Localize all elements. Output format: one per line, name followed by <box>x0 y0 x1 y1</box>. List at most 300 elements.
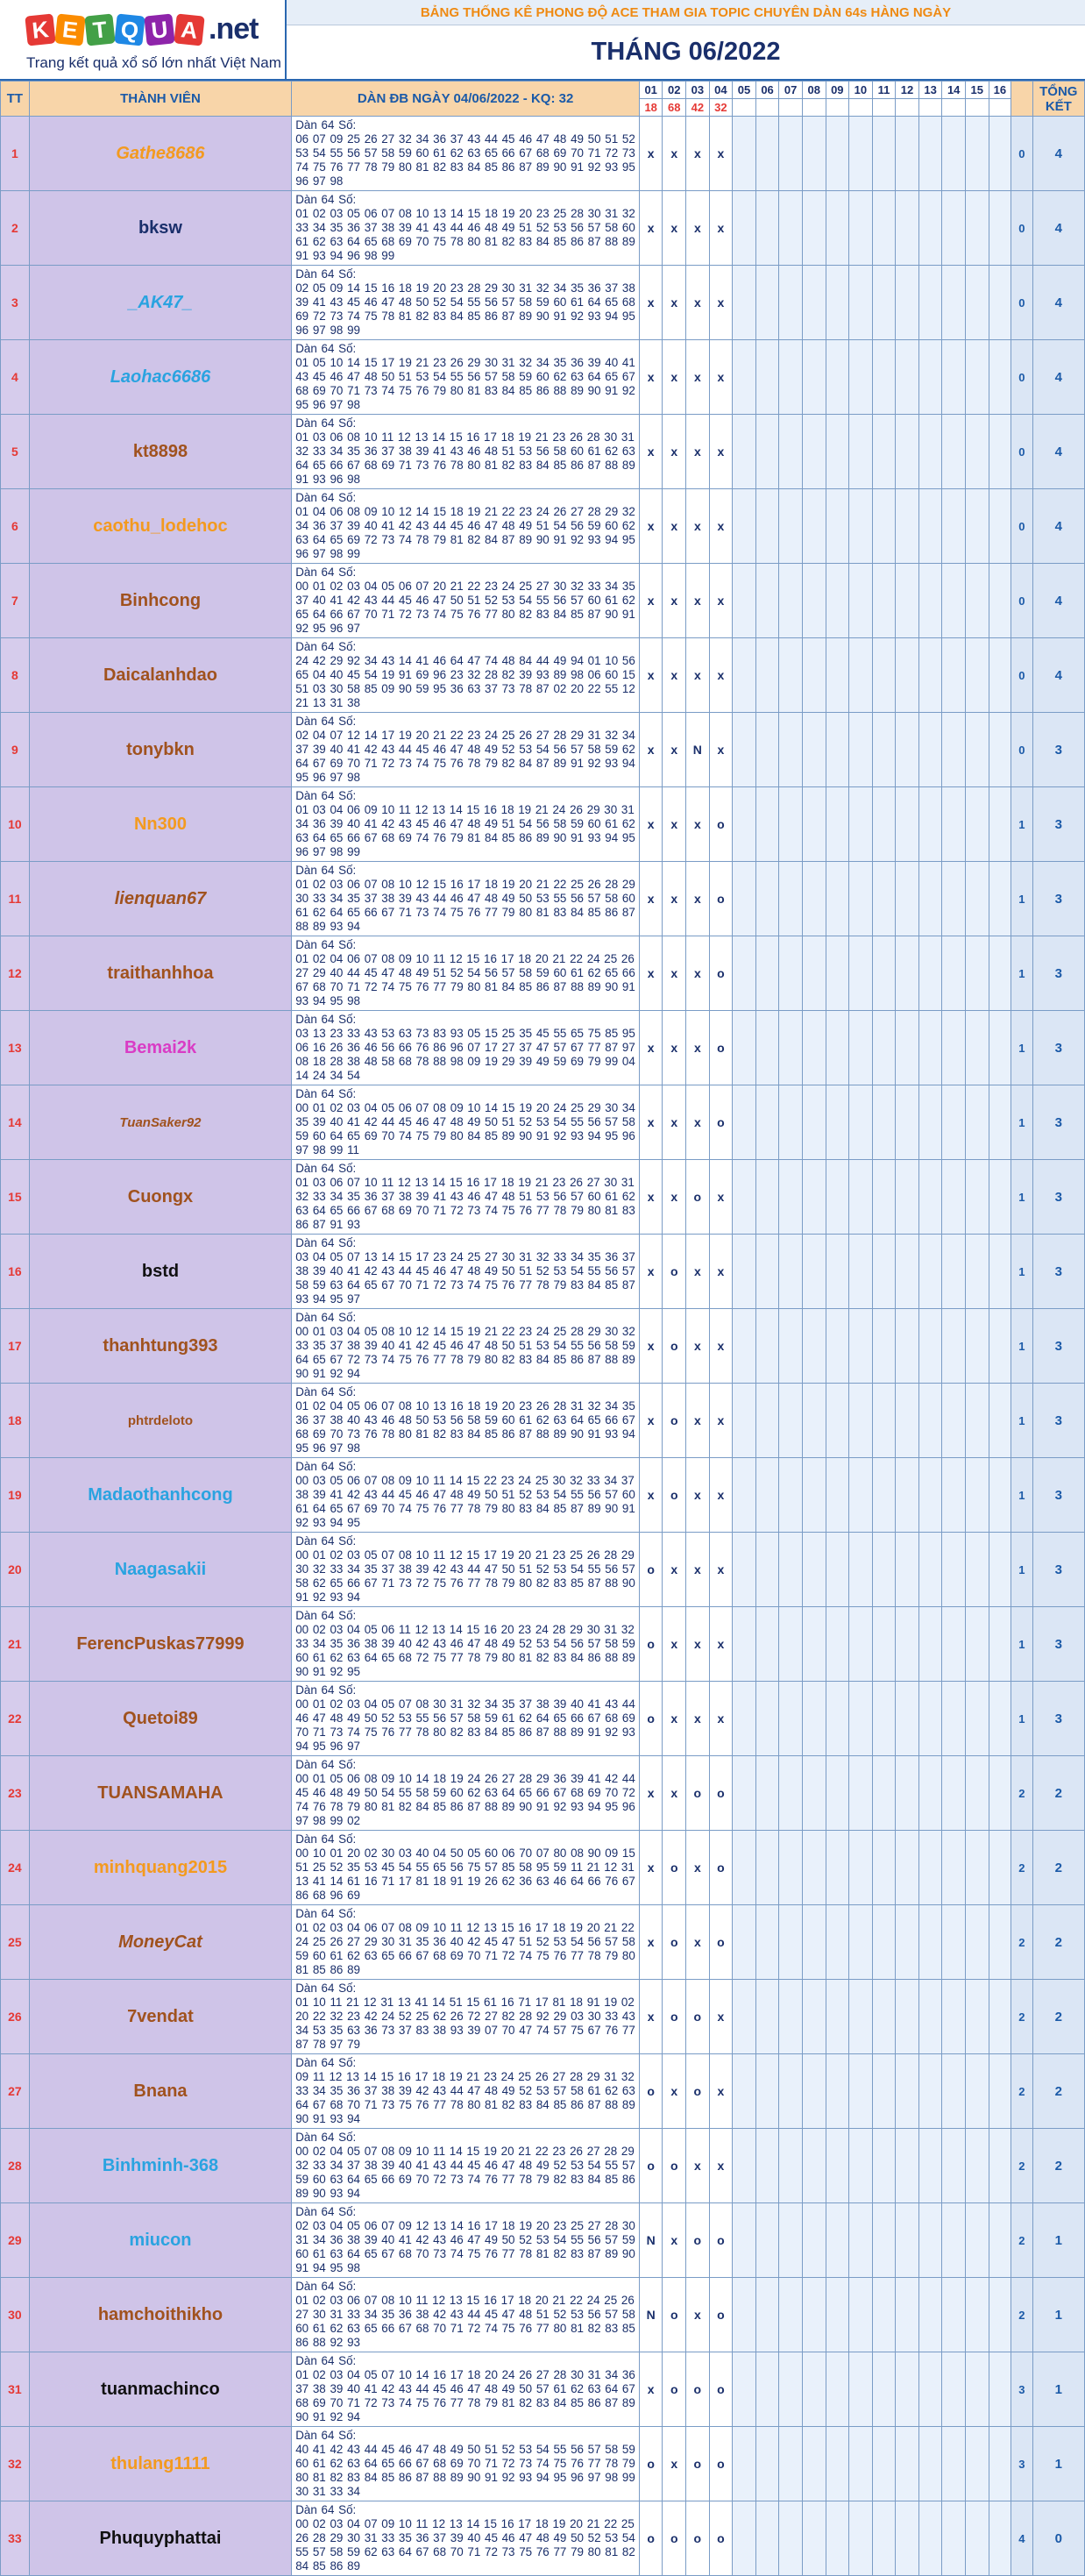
empty-day-cell <box>733 936 756 1011</box>
empty-day-cell <box>918 1085 942 1160</box>
empty-day-cell <box>826 266 849 340</box>
empty-day-cell <box>965 1831 989 1905</box>
day-result-mark: x <box>709 1980 733 2054</box>
empty-day-cell <box>779 1085 803 1160</box>
empty-day-cell <box>965 1160 989 1235</box>
empty-day-cell <box>755 1011 779 1085</box>
empty-day-cell <box>826 2054 849 2129</box>
empty-day-cell <box>965 2427 989 2501</box>
day-result-mark: o <box>639 2427 663 2501</box>
empty-day-cell <box>989 340 1011 415</box>
member-name[interactable]: Laohac6686 <box>29 340 292 415</box>
win-count: 2 <box>1011 2129 1033 2203</box>
empty-day-cell <box>989 1458 1011 1533</box>
day-result-mark: o <box>663 2501 686 2576</box>
empty-day-cell <box>965 1458 989 1533</box>
empty-day-cell <box>965 564 989 638</box>
member-name[interactable]: thanhtung393 <box>29 1309 292 1384</box>
empty-day-cell <box>826 2427 849 2501</box>
empty-day-cell <box>942 1011 966 1085</box>
empty-day-cell <box>802 1384 826 1458</box>
win-count: 1 <box>1011 1011 1033 1085</box>
empty-day-cell <box>942 266 966 340</box>
day-result-mark: o <box>639 2129 663 2203</box>
number-set-values: 00 02 04 05 07 08 09 10 11 14 15 19 20 21 22 23 26 27 28 29 32 33 34 37 38 39 40 41 43 44 45 46 47 48 49 52 53 54 55 57 59 60 63 64 65 66 69 70 72 73 74 76 77 78 79 82 83 84 85 86 89 90 93 94 <box>295 2145 635 2200</box>
member-name[interactable]: kt8898 <box>29 415 292 489</box>
win-count: 2 <box>1011 1905 1033 1980</box>
member-name[interactable]: Naagasakii <box>29 1533 292 1607</box>
empty-day-cell <box>989 638 1011 713</box>
member-name[interactable]: thulang1111 <box>29 2427 292 2501</box>
number-set-values: 01 03 06 08 10 11 12 13 14 15 16 17 18 19 21 23 26 28 30 31 32 33 34 35 36 37 38 39 41 43 46 48 51 53 56 58 60 61 62 63 64 65 66 67 68 69 71 73 76 78 80 81 82 83 84 85 86 87 88 89 91 93 96 98 <box>295 431 635 486</box>
number-set <box>292 117 640 191</box>
empty-day-cell <box>896 1756 919 1831</box>
number-set-values: 01 02 03 04 05 07 10 14 16 17 18 20 24 26 27 28 30 31 34 36 37 38 39 40 41 42 43 44 45 46 47 48 49 50 57 61 62 63 64 67 68 69 70 71 72 73 74 75 76 77 78 79 81 82 83 84 85 86 87 89 90 91 92 94 <box>295 2368 635 2423</box>
row-index: 30 <box>1 2278 30 2352</box>
table-row <box>1 936 1085 1011</box>
number-set-label: Dàn 64 Số: <box>295 2205 357 2218</box>
day-result-mark: o <box>709 2501 733 2576</box>
empty-day-cell <box>802 266 826 340</box>
empty-day-cell <box>896 266 919 340</box>
empty-day-cell <box>989 2352 1011 2427</box>
table-body <box>1 117 1085 2576</box>
member-name[interactable]: Gathe8686 <box>29 117 292 191</box>
empty-day-cell <box>942 117 966 191</box>
table-row <box>1 1011 1085 1085</box>
empty-day-cell <box>965 2278 989 2352</box>
row-index: 23 <box>1 1756 30 1831</box>
number-set-label: Dàn 64 Số: <box>295 1534 357 1548</box>
day-result-mark: x <box>709 1458 733 1533</box>
member-name[interactable]: MoneyCat <box>29 1905 292 1980</box>
member-name[interactable]: phtrdeloto <box>29 1384 292 1458</box>
day-result-mark: o <box>709 2278 733 2352</box>
day-result-mark: o <box>709 2427 733 2501</box>
empty-day-cell <box>755 1533 779 1607</box>
table-row <box>1 2352 1085 2427</box>
empty-day-cell <box>733 1980 756 2054</box>
empty-day-cell <box>755 2427 779 2501</box>
number-set <box>292 266 640 340</box>
logo-letter: Q <box>114 13 145 46</box>
empty-day-cell <box>733 415 756 489</box>
empty-day-cell <box>779 2501 803 2576</box>
empty-day-cell <box>965 713 989 787</box>
empty-day-cell <box>989 1235 1011 1309</box>
day-result-mark: o <box>686 2427 710 2501</box>
empty-day-cell <box>779 638 803 713</box>
empty-day-cell <box>826 787 849 862</box>
empty-day-cell <box>918 1533 942 1607</box>
empty-day-cell <box>733 1384 756 1458</box>
win-count: 2 <box>1011 1980 1033 2054</box>
day-result-mark: x <box>663 787 686 862</box>
table-row <box>1 1980 1085 2054</box>
empty-day-cell <box>872 415 896 489</box>
empty-day-cell <box>849 1458 873 1533</box>
total-score: 3 <box>1032 1235 1084 1309</box>
stats-table <box>0 81 1085 2576</box>
total-score: 4 <box>1032 489 1084 564</box>
empty-day-cell <box>779 1235 803 1309</box>
day-result-mark: x <box>686 1533 710 1607</box>
empty-day-cell <box>733 1011 756 1085</box>
number-set <box>292 2129 640 2203</box>
result-number: 32 <box>709 99 733 117</box>
column-header-day: 02 <box>663 82 686 99</box>
empty-day-cell <box>965 1085 989 1160</box>
day-result-mark: x <box>709 1309 733 1384</box>
member-name[interactable]: TUANSAMAHA <box>29 1756 292 1831</box>
empty-day-cell <box>779 1831 803 1905</box>
table-row <box>1 638 1085 713</box>
day-result-mark: x <box>639 564 663 638</box>
total-score: 4 <box>1032 638 1084 713</box>
number-set <box>292 638 640 713</box>
empty-day-cell <box>826 1458 849 1533</box>
empty-day-cell <box>965 1384 989 1458</box>
row-index: 25 <box>1 1905 30 1980</box>
empty-day-cell <box>779 1682 803 1756</box>
total-score: 1 <box>1032 2278 1084 2352</box>
day-result-mark: x <box>709 713 733 787</box>
member-name[interactable]: Bnana <box>29 2054 292 2129</box>
number-set <box>292 787 640 862</box>
empty-day-cell <box>733 787 756 862</box>
empty-day-cell <box>965 1011 989 1085</box>
day-result-mark: x <box>639 936 663 1011</box>
empty-day-cell <box>896 1458 919 1533</box>
empty-day-cell <box>918 489 942 564</box>
day-result-mark: x <box>639 1011 663 1085</box>
empty-day-cell <box>989 1085 1011 1160</box>
day-result-mark: x <box>663 1533 686 1607</box>
empty-day-cell <box>779 340 803 415</box>
member-name[interactable]: FerencPuskas77999 <box>29 1607 292 1682</box>
empty-day-cell <box>989 2054 1011 2129</box>
empty-day-cell <box>733 1458 756 1533</box>
number-set-values: 00 01 02 03 04 05 06 07 08 09 10 14 15 19 20 24 25 29 30 34 35 39 40 41 42 44 45 46 47 48 49 50 51 52 53 54 55 56 57 58 59 60 64 65 69 70 74 75 79 80 84 85 89 90 91 92 93 94 95 96 97 98 99 11 <box>295 1101 635 1156</box>
empty-day-cell <box>779 2054 803 2129</box>
day-result-mark: o <box>639 1607 663 1682</box>
empty-day-cell <box>918 2501 942 2576</box>
empty-day-cell <box>918 1384 942 1458</box>
column-header-day: 14 <box>942 82 966 99</box>
member-name[interactable]: miucon <box>29 2203 292 2278</box>
day-result-mark: x <box>686 266 710 340</box>
row-index: 21 <box>1 1607 30 1682</box>
empty-day-cell <box>965 2352 989 2427</box>
win-count: 1 <box>1011 1309 1033 1384</box>
member-name[interactable]: traithanhhoa <box>29 936 292 1011</box>
empty-day-cell <box>942 713 966 787</box>
empty-day-cell <box>896 117 919 191</box>
day-result-mark: o <box>709 1905 733 1980</box>
number-set-label: Dàn 64 Số: <box>295 267 357 281</box>
empty-day-cell <box>896 1309 919 1384</box>
empty-day-cell <box>965 1756 989 1831</box>
empty-day-cell <box>918 713 942 787</box>
empty-day-cell <box>802 936 826 1011</box>
number-set-values: 00 01 02 03 04 05 07 08 30 31 32 34 35 37 38 39 40 41 43 44 46 47 48 49 50 52 53 55 56 57 58 59 61 62 64 65 66 67 68 69 70 71 73 74 75 76 77 78 80 82 83 84 85 86 87 88 89 91 92 93 94 95 96 97 <box>295 1697 635 1753</box>
member-name[interactable]: bksw <box>29 191 292 266</box>
empty-day-cell <box>872 713 896 787</box>
empty-day-cell <box>802 638 826 713</box>
day-result-mark: x <box>639 1235 663 1309</box>
day-result-mark: x <box>639 1384 663 1458</box>
member-name[interactable]: Binhcong <box>29 564 292 638</box>
empty-day-cell <box>965 2129 989 2203</box>
row-index: 24 <box>1 1831 30 1905</box>
empty-day-cell <box>965 191 989 266</box>
empty-day-cell <box>802 1085 826 1160</box>
empty-day-cell <box>849 2501 873 2576</box>
member-name[interactable]: caothu_lodehoc <box>29 489 292 564</box>
total-score: 3 <box>1032 1682 1084 1756</box>
number-set-values: 01 02 03 06 07 08 10 12 15 16 17 18 19 20 21 22 25 26 28 29 30 33 34 35 37 38 39 43 44 46 47 48 49 50 53 55 56 57 58 60 61 62 64 65 66 67 71 73 74 75 76 77 79 80 81 83 84 85 86 87 88 89 93 94 <box>295 878 635 933</box>
empty-day-cell <box>872 1235 896 1309</box>
member-name[interactable]: minhquang2015 <box>29 1831 292 1905</box>
day-result-mark: o <box>663 1458 686 1533</box>
member-name[interactable]: lienquan67 <box>29 862 292 936</box>
table-row <box>1 1533 1085 1607</box>
number-set-values: 01 02 03 04 06 07 08 09 10 11 12 13 15 16 17 18 19 20 21 22 24 25 26 27 29 30 31 35 36 40 42 45 47 51 52 53 54 56 57 58 59 60 61 62 63 65 66 67 68 69 70 71 72 74 75 76 77 78 79 80 81 85 86 89 <box>295 1921 635 1976</box>
empty-day-cell <box>733 1607 756 1682</box>
member-name[interactable]: Nn300 <box>29 787 292 862</box>
member-name[interactable]: Daicalanhdao <box>29 638 292 713</box>
empty-day-cell <box>849 2129 873 2203</box>
table-row <box>1 340 1085 415</box>
member-name[interactable]: Bemai2k <box>29 1011 292 1085</box>
empty-day-cell <box>872 1011 896 1085</box>
empty-day-cell <box>989 191 1011 266</box>
empty-day-cell <box>779 191 803 266</box>
empty-day-cell <box>989 564 1011 638</box>
number-set-label: Dàn 64 Số: <box>295 1758 357 1771</box>
empty-day-cell <box>755 1607 779 1682</box>
empty-day-cell <box>896 936 919 1011</box>
day-result-mark: x <box>663 1085 686 1160</box>
empty-day-cell <box>755 1458 779 1533</box>
number-set-label: Dàn 64 Số: <box>295 1236 357 1249</box>
number-set <box>292 1682 640 1756</box>
row-index: 14 <box>1 1085 30 1160</box>
total-score: 2 <box>1032 1905 1084 1980</box>
empty-day-cell <box>849 1980 873 2054</box>
table-row <box>1 713 1085 787</box>
day-result-mark: x <box>709 1160 733 1235</box>
empty-day-cell <box>896 1384 919 1458</box>
logo-letter: E <box>54 13 85 46</box>
win-count: 1 <box>1011 1085 1033 1160</box>
day-result-mark: x <box>639 638 663 713</box>
empty-day-cell <box>942 564 966 638</box>
empty-day-cell <box>896 638 919 713</box>
empty-day-cell <box>826 1011 849 1085</box>
number-set <box>292 1831 640 1905</box>
empty-day-cell <box>849 1607 873 1682</box>
empty-day-cell <box>733 862 756 936</box>
member-name[interactable]: Quetoi89 <box>29 1682 292 1756</box>
empty-day-cell <box>942 1905 966 1980</box>
member-name[interactable]: Phuquyphattai <box>29 2501 292 2576</box>
empty-day-cell <box>942 2129 966 2203</box>
empty-day-cell <box>918 415 942 489</box>
number-set <box>292 2054 640 2129</box>
member-name[interactable]: hamchoithikho <box>29 2278 292 2352</box>
site-logo[interactable] <box>0 0 287 79</box>
empty-day-cell <box>755 1384 779 1458</box>
number-set-label: Dàn 64 Số: <box>295 1087 357 1100</box>
day-result-mark: x <box>686 117 710 191</box>
empty-day-cell <box>849 787 873 862</box>
empty-day-cell <box>779 1607 803 1682</box>
day-result-mark: x <box>639 1905 663 1980</box>
empty-day-cell <box>965 1980 989 2054</box>
empty-day-cell <box>872 1980 896 2054</box>
empty-day-cell <box>755 862 779 936</box>
empty-day-cell <box>849 266 873 340</box>
empty-day-cell <box>779 2129 803 2203</box>
result-number <box>896 99 919 117</box>
number-set-label: Dàn 64 Số: <box>295 1385 357 1398</box>
member-name[interactable]: tuanmachinco <box>29 2352 292 2427</box>
empty-day-cell <box>942 1607 966 1682</box>
number-set-label: Dàn 64 Số: <box>295 342 357 355</box>
row-index: 15 <box>1 1160 30 1235</box>
empty-day-cell <box>826 1160 849 1235</box>
result-number: 68 <box>663 99 686 117</box>
empty-day-cell <box>849 2278 873 2352</box>
day-result-mark: x <box>686 1831 710 1905</box>
empty-day-cell <box>733 1533 756 1607</box>
empty-day-cell <box>802 1011 826 1085</box>
empty-day-cell <box>802 713 826 787</box>
empty-day-cell <box>965 489 989 564</box>
member-name[interactable]: tonybkn <box>29 713 292 787</box>
empty-day-cell <box>918 1607 942 1682</box>
result-number <box>826 99 849 117</box>
empty-day-cell <box>849 1011 873 1085</box>
empty-day-cell <box>755 713 779 787</box>
empty-day-cell <box>755 638 779 713</box>
number-set-values: 06 07 09 25 26 27 32 34 36 37 43 44 45 46 47 48 49 50 51 52 53 54 55 56 57 58 59 60 61 62 63 65 66 67 68 69 70 71 72 73 74 75 76 77 78 79 80 81 82 83 84 85 86 87 89 90 91 92 93 95 96 97 98 <box>295 132 635 188</box>
win-count: 1 <box>1011 787 1033 862</box>
empty-day-cell <box>989 2129 1011 2203</box>
empty-day-cell <box>989 1011 1011 1085</box>
empty-day-cell <box>826 415 849 489</box>
empty-day-cell <box>942 1384 966 1458</box>
empty-day-cell <box>989 1533 1011 1607</box>
day-result-mark: x <box>709 489 733 564</box>
member-name[interactable]: Madaothanhcong <box>29 1458 292 1533</box>
member-name[interactable]: Cuongx <box>29 1160 292 1235</box>
result-number <box>872 99 896 117</box>
day-result-mark: x <box>686 1011 710 1085</box>
empty-day-cell <box>918 936 942 1011</box>
column-header-blank <box>1011 82 1033 117</box>
table-row <box>1 266 1085 340</box>
total-score: 4 <box>1032 266 1084 340</box>
logo-tagline: Trang kết quả xổ số lớn nhất Việt Nam <box>26 54 281 71</box>
day-result-mark: o <box>663 1831 686 1905</box>
day-result-mark: x <box>663 117 686 191</box>
empty-day-cell <box>872 787 896 862</box>
empty-day-cell <box>918 1458 942 1533</box>
empty-day-cell <box>965 1533 989 1607</box>
empty-day-cell <box>989 862 1011 936</box>
empty-day-cell <box>733 340 756 415</box>
empty-day-cell <box>826 1607 849 1682</box>
empty-day-cell <box>896 787 919 862</box>
empty-day-cell <box>849 117 873 191</box>
table-row <box>1 2054 1085 2129</box>
day-result-mark: x <box>639 713 663 787</box>
empty-day-cell <box>872 1458 896 1533</box>
empty-day-cell <box>849 1085 873 1160</box>
empty-day-cell <box>872 266 896 340</box>
row-index: 31 <box>1 2352 30 2427</box>
day-result-mark: o <box>709 787 733 862</box>
empty-day-cell <box>918 1980 942 2054</box>
number-set-label: Dàn 64 Số: <box>295 789 357 802</box>
member-name[interactable]: bstd <box>29 1235 292 1309</box>
empty-day-cell <box>733 191 756 266</box>
day-result-mark: o <box>709 936 733 1011</box>
empty-day-cell <box>802 191 826 266</box>
member-name[interactable]: 7vendat <box>29 1980 292 2054</box>
member-name[interactable]: Binhminh-368 <box>29 2129 292 2203</box>
win-count: 0 <box>1011 117 1033 191</box>
column-header-day: 15 <box>965 82 989 99</box>
empty-day-cell <box>802 2203 826 2278</box>
win-count: 3 <box>1011 2427 1033 2501</box>
number-set <box>292 862 640 936</box>
day-result-mark: x <box>639 266 663 340</box>
day-result-mark: x <box>639 117 663 191</box>
empty-day-cell <box>849 415 873 489</box>
number-set-values: 03 04 05 07 13 14 15 17 23 24 25 27 30 31 32 33 34 35 36 37 38 39 40 41 42 43 44 45 46 47 48 49 50 51 52 53 54 55 56 57 58 59 63 64 65 67 70 71 72 73 74 75 76 77 78 79 83 84 85 87 93 94 95 97 <box>295 1250 635 1306</box>
row-index: 2 <box>1 191 30 266</box>
day-result-mark: x <box>663 1011 686 1085</box>
day-result-mark: o <box>709 1831 733 1905</box>
empty-day-cell <box>942 2054 966 2129</box>
member-name[interactable]: _AK47_ <box>29 266 292 340</box>
empty-day-cell <box>872 1384 896 1458</box>
empty-day-cell <box>733 1309 756 1384</box>
day-result-mark: o <box>663 2278 686 2352</box>
row-index: 11 <box>1 862 30 936</box>
total-score: 2 <box>1032 1756 1084 1831</box>
empty-day-cell <box>989 489 1011 564</box>
empty-day-cell <box>802 1756 826 1831</box>
day-result-mark: x <box>663 1160 686 1235</box>
empty-day-cell <box>733 1682 756 1756</box>
total-score: 1 <box>1032 2427 1084 2501</box>
empty-day-cell <box>802 1160 826 1235</box>
empty-day-cell <box>802 1682 826 1756</box>
row-index: 19 <box>1 1458 30 1533</box>
empty-day-cell <box>965 2501 989 2576</box>
day-result-mark: x <box>686 415 710 489</box>
empty-day-cell <box>872 117 896 191</box>
member-name[interactable]: TuanSaker92 <box>29 1085 292 1160</box>
empty-day-cell <box>989 1682 1011 1756</box>
empty-day-cell <box>802 2129 826 2203</box>
total-score: 3 <box>1032 1607 1084 1682</box>
total-score: 4 <box>1032 191 1084 266</box>
